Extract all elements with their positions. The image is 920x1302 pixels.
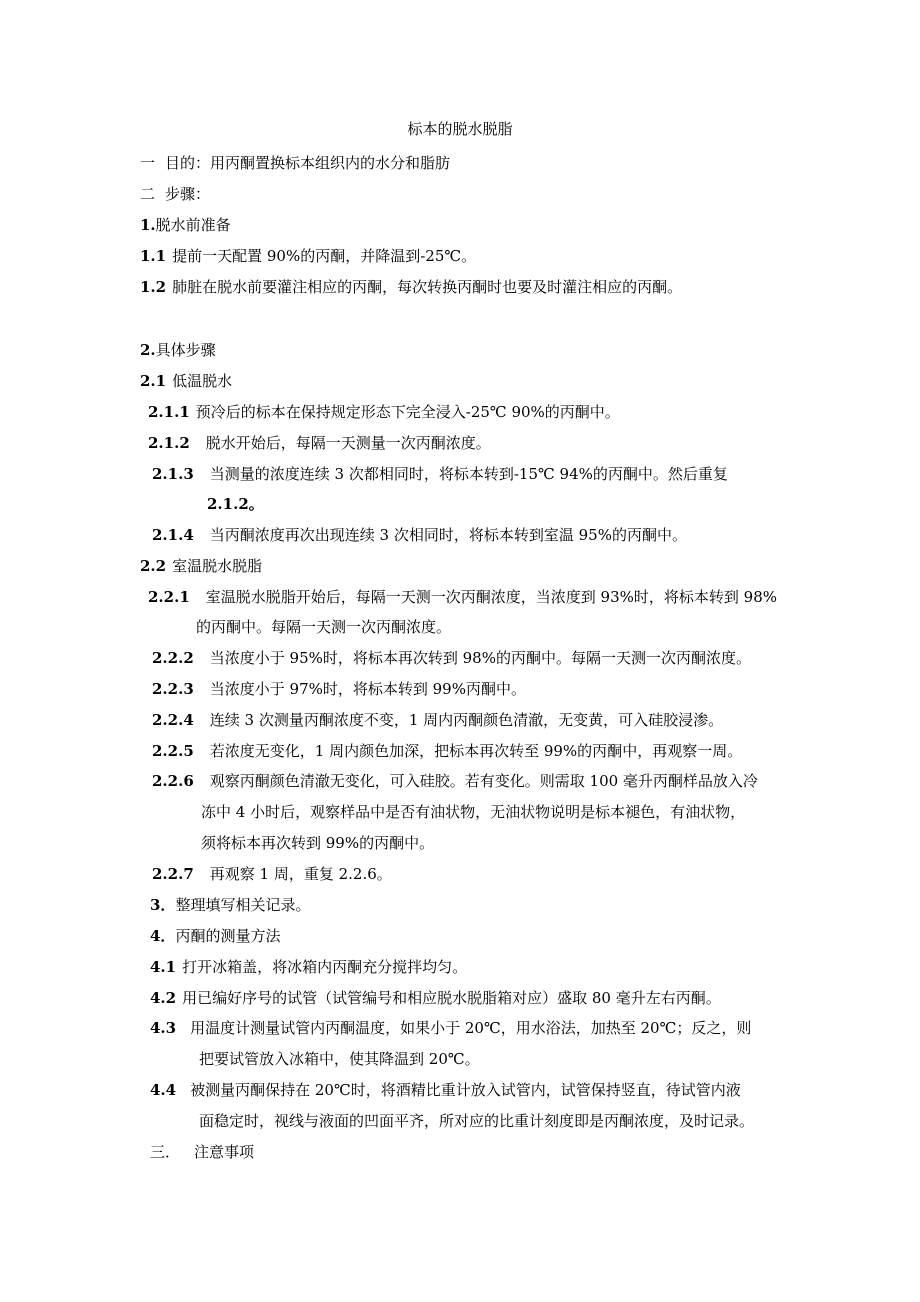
step-2-2-7 <box>152 864 392 884</box>
line-text: 当浓度小于 97%时，将标本转到 99%丙酮中。 <box>209 680 526 698</box>
heading-1 <box>140 215 231 235</box>
line-number: 2.2.2 <box>152 649 194 667</box>
line-number: 一 <box>140 154 156 172</box>
section-notes <box>150 1142 254 1162</box>
step-4-2 <box>150 988 721 1008</box>
line-text: 当测量的浓度连续 3 次都相同时，将标本转到-15℃ 94%的丙酮中。然后重复 <box>209 465 728 483</box>
line-number: 2.1.3 <box>152 465 194 483</box>
line-text: 2.1.2。 <box>207 495 264 513</box>
step-2-2-2 <box>152 648 751 668</box>
step-2-2-5 <box>152 741 742 761</box>
line-text: 注意事项 <box>194 1143 255 1161</box>
step-1-2 <box>140 277 682 297</box>
line-number: 2.1 <box>140 372 167 390</box>
line-text: 丙酮的测量方法 <box>175 927 281 945</box>
line-text: 脱水前准备 <box>155 216 231 234</box>
line-text: 把要试管放入冰箱中，使其降温到 20℃。 <box>199 1050 480 1068</box>
line-number: 2.1.4 <box>152 526 194 544</box>
line-text: 须将标本再次转到 99%的丙酮中。 <box>201 834 435 852</box>
step-2-2-6-continued-2 <box>201 833 434 853</box>
step-2-2-6 <box>152 771 758 791</box>
step-4-4 <box>150 1080 741 1100</box>
line-number: 2.2.1 <box>148 588 190 606</box>
line-text: 步骤： <box>165 185 211 203</box>
step-2-2-3 <box>152 679 526 699</box>
section-purpose <box>140 153 450 173</box>
line-text: 具体步骤 <box>155 341 216 359</box>
line-text: 低温脱水 <box>172 372 233 390</box>
step-4-4-continued <box>199 1111 754 1131</box>
heading-3 <box>150 895 310 915</box>
line-text: 面稳定时，视线与液面的凹面平齐，所对应的比重计刻度即是丙酮浓度，及时记录。 <box>199 1112 755 1130</box>
step-2-2-4 <box>152 710 723 730</box>
line-number: 2. <box>140 341 156 359</box>
line-text: 预冷后的标本在保持规定形态下完全浸入-25℃ 90%的丙酮中。 <box>195 403 620 421</box>
line-number: 4.2 <box>150 989 177 1007</box>
line-number: 4.3 <box>150 1019 177 1037</box>
line-number: 2.1.1 <box>148 403 190 421</box>
line-number: 2.2.5 <box>152 742 194 760</box>
line-number: 1.1 <box>140 247 167 265</box>
line-text: 当丙酮浓度再次出现连续 3 次相同时，将标本转到室温 95%的丙酮中。 <box>209 526 687 544</box>
line-text: 打开冰箱盖，将冰箱内丙酮充分搅拌均匀。 <box>182 958 468 976</box>
line-number: 2.2 <box>140 557 167 575</box>
step-4-3 <box>150 1018 751 1038</box>
step-2-1-3 <box>152 464 728 484</box>
line-number: 三． <box>150 1143 181 1161</box>
line-text: 当浓度小于 95%时，将标本再次转到 98%的丙酮中。每隔一天测一次丙酮浓度。 <box>209 649 751 667</box>
line-text: 再观察 1 周，重复 2.2.6。 <box>209 865 392 883</box>
line-number: 2.2.3 <box>152 680 194 698</box>
step-4-1 <box>150 957 467 977</box>
line-number: 2.2.6 <box>152 772 194 790</box>
step-2-1-2 <box>148 433 491 453</box>
line-number: 3． <box>150 896 176 914</box>
line-text: 冻中 4 小时后，观察样品中是否有油状物，无油状物说明是标本褪色，有油状物， <box>201 803 746 821</box>
line-text: 若浓度无变化，1 周内颜色加深，把标本再次转至 99%的丙酮中，再观察一周。 <box>209 742 743 760</box>
line-text: 用温度计测量试管内丙酮温度，如果小于 20℃，用水浴法，加热至 20℃；反之，则 <box>190 1019 752 1037</box>
step-2-1-4 <box>152 525 687 545</box>
heading-2 <box>140 340 216 360</box>
line-text: 室温脱水脱脂开始后，每隔一天测一次丙酮浓度，当浓度到 93%时，将标本转到 98% <box>205 588 777 606</box>
line-number: 1. <box>140 216 156 234</box>
line-text: 整理填写相关记录。 <box>175 896 311 914</box>
step-2-1-3-continued <box>207 494 264 514</box>
line-number: 2.2.4 <box>152 711 194 729</box>
line-text: 的丙酮中。每隔一天测一次丙酮浓度。 <box>196 618 452 636</box>
step-2-2 <box>140 556 262 576</box>
line-number: 4.4 <box>150 1081 177 1099</box>
line-text: 室温脱水脱脂 <box>172 557 263 575</box>
line-text: 提前一天配置 90%的丙酮，并降温到-25℃。 <box>172 247 477 265</box>
line-number: 2.1.2 <box>148 434 190 452</box>
line-text: 用已编好序号的试管（试管编号和相应脱水脱脂箱对应）盛取 80 毫升左右丙酮。 <box>182 989 721 1007</box>
step-2-2-1 <box>148 587 777 607</box>
step-1-1 <box>140 246 476 266</box>
line-number: 4.1 <box>150 958 177 976</box>
document-title: 标本的脱水脱脂 <box>407 120 513 138</box>
line-number: 二 <box>140 185 156 203</box>
line-text: 观察丙酮颜色清澈无变化，可入硅胶。若有变化。则需取 100 毫升丙酮样品放入冷 <box>209 772 758 790</box>
step-4-3-continued <box>199 1049 480 1069</box>
line-text: 连续 3 次测量丙酮浓度不变，1 周内丙酮颜色清澈，无变黄，可入硅胶浸渗。 <box>209 711 724 729</box>
section-steps <box>140 184 210 204</box>
line-number: 4． <box>150 927 176 945</box>
step-2-2-1-continued <box>196 617 451 637</box>
line-number: 2.2.7 <box>152 865 194 883</box>
step-2-2-6-continued-1 <box>201 802 745 822</box>
heading-4 <box>150 926 280 946</box>
step-2-1-1 <box>148 402 620 422</box>
step-2-1 <box>140 371 232 391</box>
line-text: 肺脏在脱水前要灌注相应的丙酮，每次转换丙酮时也要及时灌注相应的丙酮。 <box>172 278 683 296</box>
line-text: 被测量丙酮保持在 20℃时，将酒精比重计放入试管内，试管保持竖直，待试管内液 <box>190 1081 741 1099</box>
line-text: 脱水开始后，每隔一天测量一次丙酮浓度。 <box>205 434 491 452</box>
line-number: 1.2 <box>140 278 167 296</box>
line-text: 目的：用丙酮置换标本组织内的水分和脂肪 <box>165 154 451 172</box>
